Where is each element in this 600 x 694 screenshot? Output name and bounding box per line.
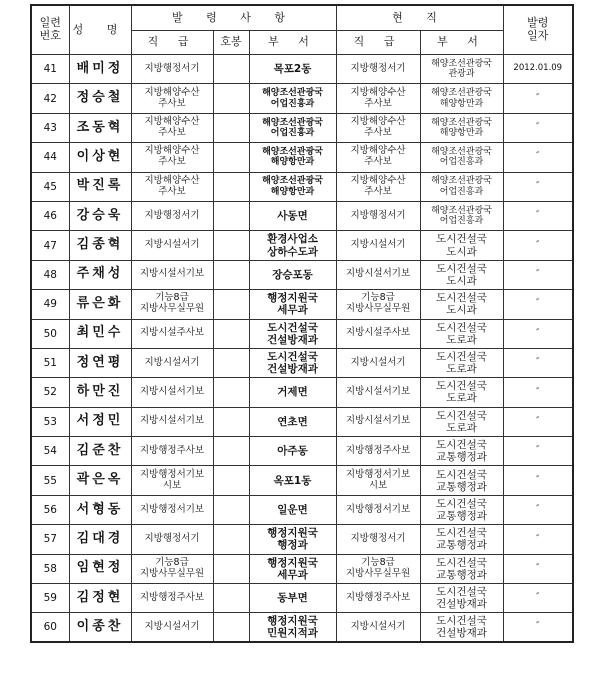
- row-name: 하만진: [69, 378, 131, 407]
- row-appointment-date: ″: [503, 201, 573, 230]
- row-appointment-grade: 기능8급 지방사무실무원: [131, 554, 213, 583]
- row-name: 정연평: [69, 348, 131, 377]
- row-appointment-date: ″: [503, 613, 573, 642]
- table-row: [31, 84, 573, 113]
- header-current-department: 부 서: [420, 31, 503, 55]
- row-name: 김종혁: [69, 231, 131, 260]
- table-row: [31, 525, 573, 554]
- table-row: [31, 437, 573, 466]
- row-hobong: [213, 525, 249, 554]
- row-appointment-date: ″: [503, 143, 573, 172]
- row-hobong: [213, 143, 249, 172]
- personnel-appointment-table: [30, 4, 574, 643]
- row-current-grade: 지방시설주사보: [336, 319, 420, 348]
- row-hobong: [213, 113, 249, 142]
- row-name: 김정현: [69, 584, 131, 613]
- row-current-department: 도시건설국 도시과: [420, 290, 503, 319]
- row-hobong: [213, 378, 249, 407]
- header-hobong: 호봉: [213, 31, 249, 55]
- row-current-department: 도시건설국 도로과: [420, 407, 503, 436]
- row-serial-number: 41: [31, 55, 69, 84]
- row-current-grade: 지방시설서기보: [336, 378, 420, 407]
- row-appointment-department: 동부면: [249, 584, 336, 613]
- row-current-department: 해양조선관광국 해양항만과: [420, 84, 503, 113]
- row-hobong: [213, 84, 249, 113]
- row-name: 조동혁: [69, 113, 131, 142]
- row-name: 강승욱: [69, 201, 131, 230]
- row-current-grade: 지방행정서기: [336, 55, 420, 84]
- row-current-department: 해양조선관광국 어업진흥과: [420, 143, 503, 172]
- row-appointment-grade: 지방해양수산 주사보: [131, 84, 213, 113]
- row-hobong: [213, 613, 249, 642]
- row-appointment-date: ″: [503, 84, 573, 113]
- row-hobong: [213, 201, 249, 230]
- row-current-department: 도시건설국 도로과: [420, 348, 503, 377]
- row-appointment-department: 거제면: [249, 378, 336, 407]
- row-hobong: [213, 407, 249, 436]
- row-current-department: 도시건설국 교통행정과: [420, 495, 503, 524]
- row-appointment-date: 2012.01.09: [503, 55, 573, 84]
- row-hobong: [213, 437, 249, 466]
- table-row: [31, 260, 573, 289]
- row-hobong: [213, 172, 249, 201]
- row-current-grade: 지방행정서기보 시보: [336, 466, 420, 495]
- table-row: [31, 113, 573, 142]
- table-row: [31, 495, 573, 524]
- row-hobong: [213, 466, 249, 495]
- table-row: [31, 319, 573, 348]
- row-name: 서형동: [69, 495, 131, 524]
- row-appointment-grade: 지방해양수산 주사보: [131, 172, 213, 201]
- row-hobong: [213, 55, 249, 84]
- row-current-grade: 지방행정주사보: [336, 584, 420, 613]
- row-current-grade: 지방행정서기보: [336, 495, 420, 524]
- row-appointment-date: ″: [503, 172, 573, 201]
- row-appointment-department: 해양조선관광국 해양항만과: [249, 143, 336, 172]
- row-appointment-grade: 지방시설서기: [131, 613, 213, 642]
- header-appointment: 발 령 사 항: [131, 5, 336, 31]
- row-serial-number: 46: [31, 201, 69, 230]
- row-appointment-department: 행정지원국 행정과: [249, 525, 336, 554]
- table-row: [31, 55, 573, 84]
- row-current-department: 해양조선관광국 어업진흥과: [420, 172, 503, 201]
- row-serial-number: 53: [31, 407, 69, 436]
- row-hobong: [213, 495, 249, 524]
- row-appointment-grade: 지방시설서기: [131, 231, 213, 260]
- row-appointment-date: ″: [503, 495, 573, 524]
- table-row: [31, 290, 573, 319]
- row-appointment-department: 도시건설국 건설방재과: [249, 348, 336, 377]
- row-appointment-date: ″: [503, 378, 573, 407]
- row-appointment-date: ″: [503, 260, 573, 289]
- row-appointment-grade: 지방시설서기보: [131, 407, 213, 436]
- row-current-department: 도시건설국 도로과: [420, 319, 503, 348]
- row-appointment-department: 연초면: [249, 407, 336, 436]
- row-appointment-grade: 지방해양수산 주사보: [131, 143, 213, 172]
- row-current-grade: 지방시설서기보: [336, 260, 420, 289]
- row-name: 곽은옥: [69, 466, 131, 495]
- row-appointment-grade: 지방행정주사보: [131, 437, 213, 466]
- row-name: 정승철: [69, 84, 131, 113]
- row-serial-number: 51: [31, 348, 69, 377]
- row-hobong: [213, 554, 249, 583]
- row-appointment-department: 목포2동: [249, 55, 336, 84]
- table-row: [31, 172, 573, 201]
- row-appointment-grade: 지방시설서기: [131, 348, 213, 377]
- table-row: [31, 407, 573, 436]
- row-current-grade: 기능8급 지방사무실무원: [336, 290, 420, 319]
- row-appointment-department: 옥포1동: [249, 466, 336, 495]
- row-current-department: 도시건설국 교통행정과: [420, 437, 503, 466]
- row-appointment-date: ″: [503, 525, 573, 554]
- row-appointment-department: 도시건설국 건설방재과: [249, 319, 336, 348]
- row-current-grade: 지방행정주사보: [336, 437, 420, 466]
- row-appointment-grade: 지방행정서기: [131, 201, 213, 230]
- row-appointment-department: 행정지원국 세무과: [249, 554, 336, 583]
- row-serial-number: 60: [31, 613, 69, 642]
- row-serial-number: 59: [31, 584, 69, 613]
- row-appointment-department: 해양조선관광국 해양항만과: [249, 172, 336, 201]
- table-row: [31, 348, 573, 377]
- row-current-department: 도시건설국 도시과: [420, 260, 503, 289]
- header-name: 성 명: [69, 5, 131, 55]
- row-hobong: [213, 290, 249, 319]
- row-current-department: 도시건설국 건설방재과: [420, 584, 503, 613]
- row-appointment-department: 행정지원국 세무과: [249, 290, 336, 319]
- header-current-grade: 직 급: [336, 31, 420, 55]
- row-current-grade: 지방해양수산 주사보: [336, 143, 420, 172]
- row-name: 김준찬: [69, 437, 131, 466]
- row-appointment-date: ″: [503, 231, 573, 260]
- row-appointment-grade: 지방시설서기보: [131, 260, 213, 289]
- row-appointment-department: 해양조선관광국 어업진흥과: [249, 113, 336, 142]
- row-name: 서정민: [69, 407, 131, 436]
- row-name: 주채성: [69, 260, 131, 289]
- row-serial-number: 52: [31, 378, 69, 407]
- row-appointment-grade: 지방시설주사보: [131, 319, 213, 348]
- table-row: [31, 378, 573, 407]
- row-appointment-grade: 지방행정서기보: [131, 495, 213, 524]
- row-serial-number: 42: [31, 84, 69, 113]
- row-appointment-department: 아주동: [249, 437, 336, 466]
- row-appointment-grade: 기능8급 지방사무실무원: [131, 290, 213, 319]
- row-appointment-date: ″: [503, 348, 573, 377]
- row-appointment-date: ″: [503, 554, 573, 583]
- row-appointment-department: 환경사업소 상하수도과: [249, 231, 336, 260]
- row-appointment-date: ″: [503, 113, 573, 142]
- row-hobong: [213, 348, 249, 377]
- table-row: [31, 201, 573, 230]
- table-row: [31, 466, 573, 495]
- header-department: 부 서: [249, 31, 336, 55]
- row-current-grade: 지방행정서기: [336, 201, 420, 230]
- row-current-department: 도시건설국 교통행정과: [420, 554, 503, 583]
- row-current-grade: 지방시설서기보: [336, 407, 420, 436]
- row-appointment-department: 해양조선관광국 어업진흥과: [249, 84, 336, 113]
- row-current-grade: 지방해양수산 주사보: [336, 113, 420, 142]
- row-name: 류은화: [69, 290, 131, 319]
- row-serial-number: 50: [31, 319, 69, 348]
- table-row: [31, 554, 573, 583]
- row-name: 박진록: [69, 172, 131, 201]
- row-hobong: [213, 319, 249, 348]
- row-appointment-date: ″: [503, 466, 573, 495]
- row-current-department: 해양조선관광국 어업진흥과: [420, 201, 503, 230]
- row-current-department: 해양조선관광국 관광과: [420, 55, 503, 84]
- row-name: 임현정: [69, 554, 131, 583]
- header-serial-number: 일련 번호: [31, 5, 69, 55]
- row-appointment-grade: 지방시설서기보: [131, 378, 213, 407]
- row-appointment-department: 사동면: [249, 201, 336, 230]
- row-current-grade: 기능8급 지방사무실무원: [336, 554, 420, 583]
- row-name: 이상현: [69, 143, 131, 172]
- row-serial-number: 44: [31, 143, 69, 172]
- row-name: 이종찬: [69, 613, 131, 642]
- table-row: [31, 613, 573, 642]
- row-name: 김대경: [69, 525, 131, 554]
- row-current-grade: 지방시설서기: [336, 231, 420, 260]
- table-row: [31, 143, 573, 172]
- row-serial-number: 47: [31, 231, 69, 260]
- row-appointment-grade: 지방행정주사보: [131, 584, 213, 613]
- row-appointment-grade: 지방행정서기: [131, 525, 213, 554]
- row-hobong: [213, 260, 249, 289]
- row-current-grade: 지방해양수산 주사보: [336, 84, 420, 113]
- table-row: [31, 231, 573, 260]
- header-appointment-date: 발령 일자: [503, 5, 573, 55]
- row-serial-number: 54: [31, 437, 69, 466]
- row-current-grade: 지방시설서기: [336, 348, 420, 377]
- table-body: [31, 55, 573, 643]
- row-appointment-grade: 지방행정서기보 시보: [131, 466, 213, 495]
- row-current-grade: 지방시설서기: [336, 613, 420, 642]
- header-grade: 직 급: [131, 31, 213, 55]
- row-appointment-department: 행정지원국 민원지적과: [249, 613, 336, 642]
- row-current-department: 도시건설국 교통행정과: [420, 466, 503, 495]
- row-current-grade: 지방해양수산 주사보: [336, 172, 420, 201]
- row-serial-number: 48: [31, 260, 69, 289]
- row-name: 배미정: [69, 55, 131, 84]
- row-name: 최민수: [69, 319, 131, 348]
- row-serial-number: 55: [31, 466, 69, 495]
- row-serial-number: 57: [31, 525, 69, 554]
- row-serial-number: 58: [31, 554, 69, 583]
- row-current-department: 도시건설국 건설방재과: [420, 613, 503, 642]
- row-hobong: [213, 584, 249, 613]
- row-current-department: 도시건설국 도로과: [420, 378, 503, 407]
- row-appointment-department: 장승포동: [249, 260, 336, 289]
- row-appointment-date: ″: [503, 437, 573, 466]
- row-appointment-grade: 지방행정서기: [131, 55, 213, 84]
- row-current-department: 도시건설국 도시과: [420, 231, 503, 260]
- row-appointment-date: ″: [503, 319, 573, 348]
- row-appointment-grade: 지방해양수산 주사보: [131, 113, 213, 142]
- row-appointment-date: ″: [503, 584, 573, 613]
- row-current-department: 도시건설국 교통행정과: [420, 525, 503, 554]
- header-current-position: 현 직: [336, 5, 503, 31]
- row-serial-number: 43: [31, 113, 69, 142]
- row-serial-number: 56: [31, 495, 69, 524]
- row-serial-number: 49: [31, 290, 69, 319]
- row-current-grade: 지방행정서기: [336, 525, 420, 554]
- row-hobong: [213, 231, 249, 260]
- table-row: [31, 584, 573, 613]
- row-appointment-date: ″: [503, 407, 573, 436]
- row-appointment-department: 일운면: [249, 495, 336, 524]
- row-appointment-date: ″: [503, 290, 573, 319]
- row-serial-number: 45: [31, 172, 69, 201]
- row-current-department: 해양조선관광국 해양항만과: [420, 113, 503, 142]
